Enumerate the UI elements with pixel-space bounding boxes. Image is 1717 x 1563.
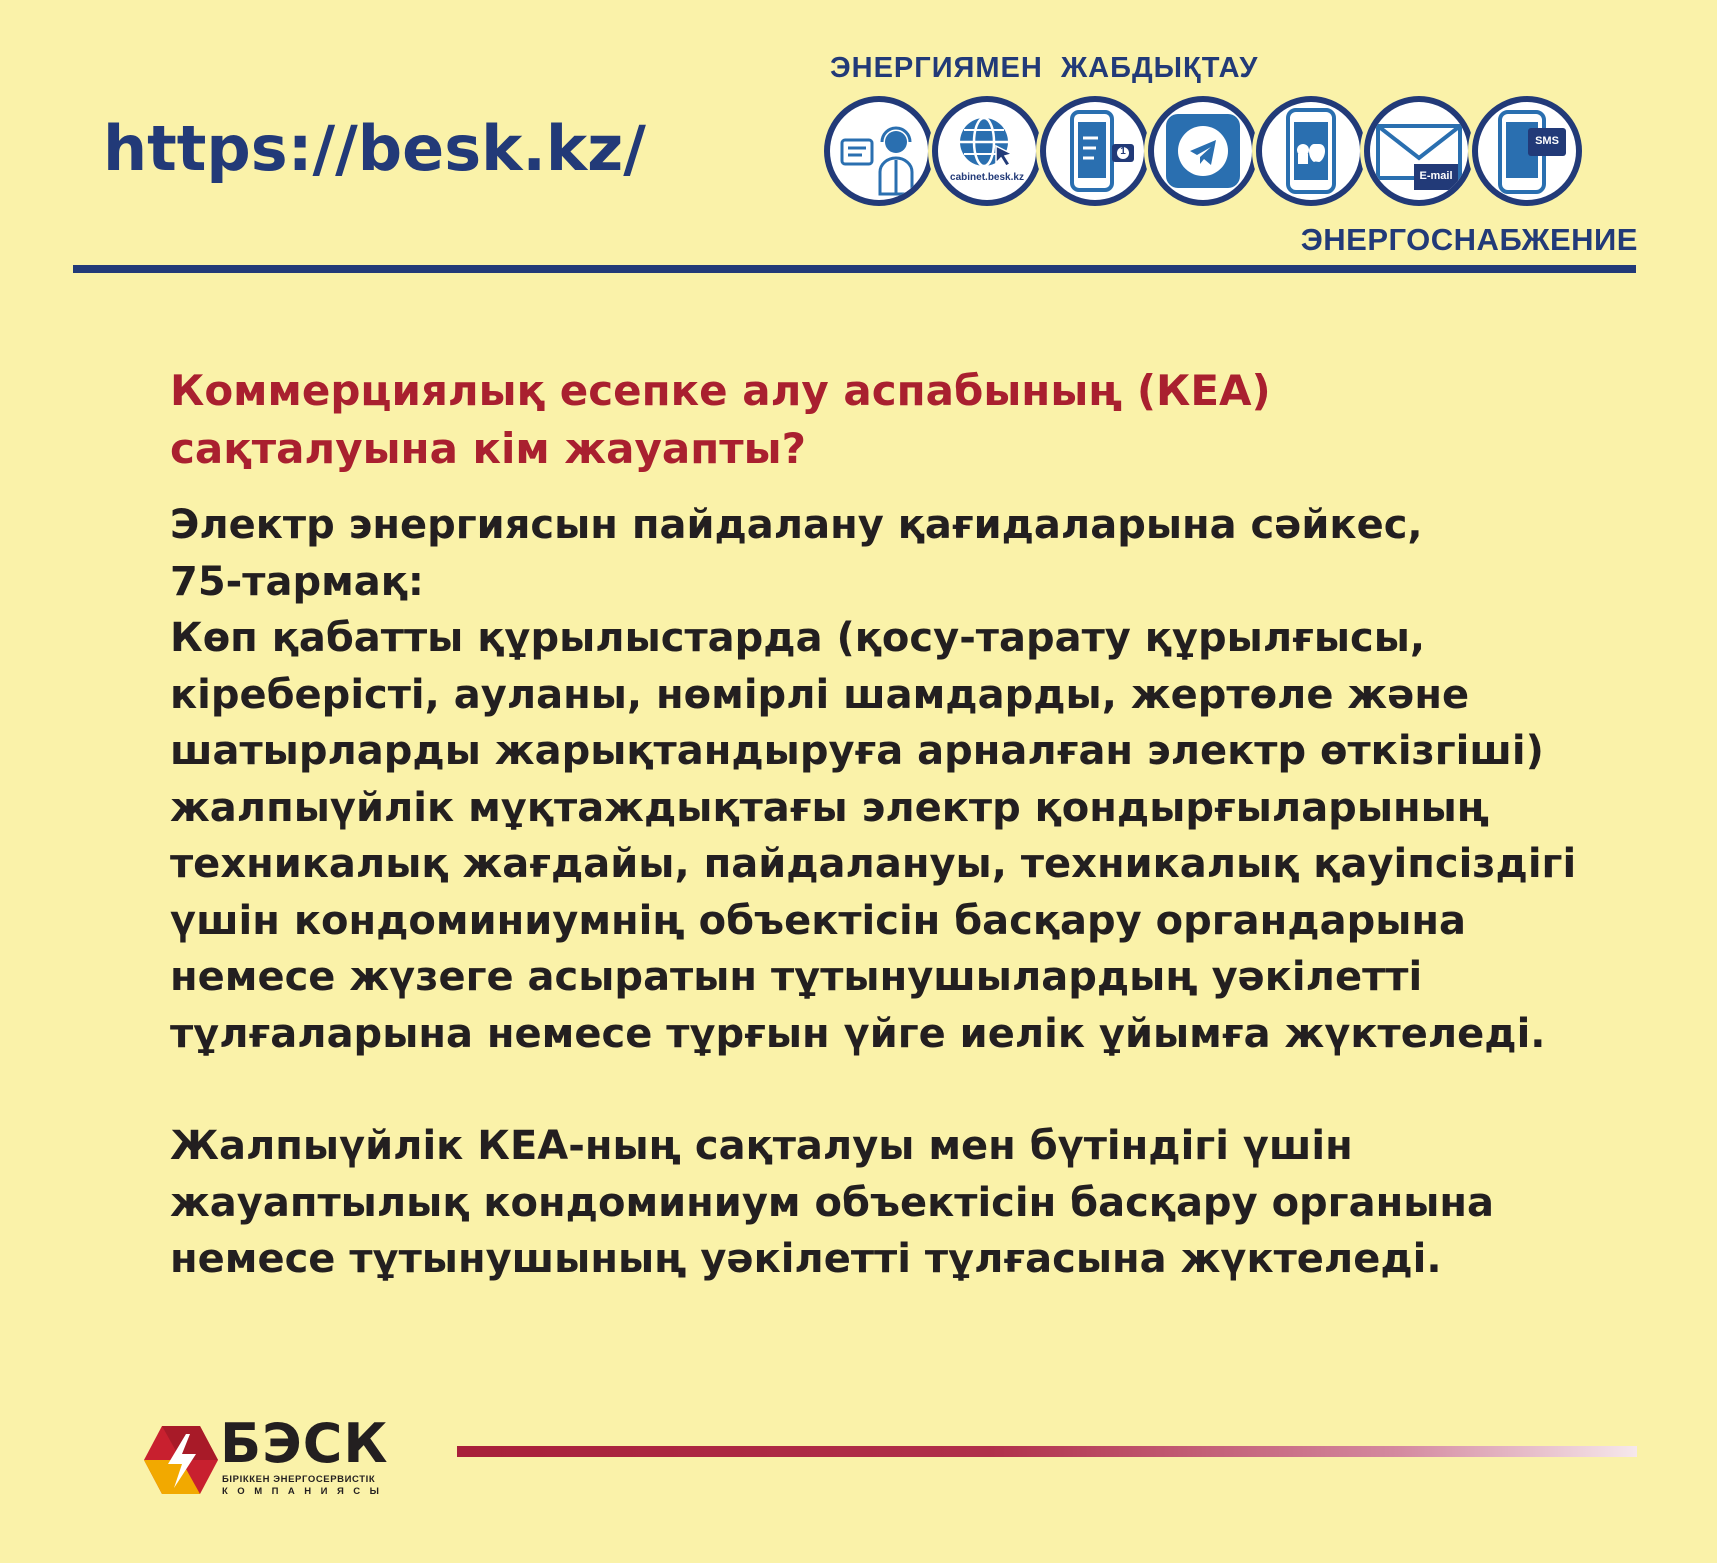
channels-title-kz: ЭНЕРГИЯМЕН ЖАБДЫҚТАУ (830, 52, 1259, 84)
besk-logo-mark (142, 1420, 220, 1500)
sms-label: SMS (1535, 135, 1559, 147)
header-divider (73, 265, 1636, 273)
responsibility-text: Жалпыүйлік КЕА-ның сақталуы мен бүтіндігі үшін жауаптылық кондоминиум объектісін басқару органына немесе тұтынушының уәкілетті тұлғасына жүктеледі. (170, 1123, 1495, 1282)
website-url[interactable]: https://besk.kz/ (103, 112, 646, 185)
cabinet-url-label: cabinet.besk.kz (950, 172, 1024, 183)
clause-number: 75-тармақ: (170, 558, 424, 605)
contact-channels (820, 52, 1650, 267)
phone-sms-icon[interactable] (1468, 92, 1586, 210)
paragraph-gap (170, 1062, 1590, 1118)
besk-logo (142, 1412, 392, 1500)
globe-cursor-icon[interactable] (928, 92, 1046, 210)
rules-reference: Электр энергиясын пайдалану қағидаларына сәйкес, (170, 502, 1423, 548)
footer-gradient-line (457, 1446, 1637, 1457)
email-envelope-icon[interactable] (1360, 92, 1478, 210)
smartphone-apps-icon[interactable] (1252, 92, 1370, 210)
question-heading: Коммерциялық есепке алу аспабының (КЕА) сақталуына кім жауапты? (170, 366, 1271, 473)
channels-title-ru: ЭНЕРГОСНАБЖЕНИЕ (1300, 222, 1638, 257)
notification-badge: 1 (1120, 146, 1126, 157)
logo-subtitle-1: БІРІККЕН ЭНЕРГОСЕРВИСТІК (222, 1474, 376, 1485)
call-center-operator-icon[interactable] (820, 92, 938, 210)
logo-name: БЭСК (220, 1412, 389, 1475)
answer-text (170, 497, 1590, 1288)
email-label: E-mail (1419, 170, 1453, 182)
logo-subtitle-2: КОМПАНИЯСЫ (222, 1486, 389, 1497)
channel-icons-row (820, 92, 1650, 222)
telegram-icon[interactable] (1144, 92, 1262, 210)
phone-notification-icon[interactable] (1036, 92, 1154, 210)
clause-text: Көп қабатты құрылыстарда (қосу-тарату құрылғысы, кіреберісті, ауланы, нөмірлі шамдарды, жертөле және шатырларды жарықтандыруға арналған электр өткізгіші) жалпыүйлік мұқтаждықтағы электр қондырғыларының техникалық жағдайы, пайдалануы, техникалық қауіпсіздігі үшін кондоминиумнің объектісін басқару органдарына немесе жүзеге асыратын тұтынушылардың уәкілетті тұлғаларына немесе тұрғын үйге иелік ұйымға жүктеледі. (170, 615, 1577, 1057)
